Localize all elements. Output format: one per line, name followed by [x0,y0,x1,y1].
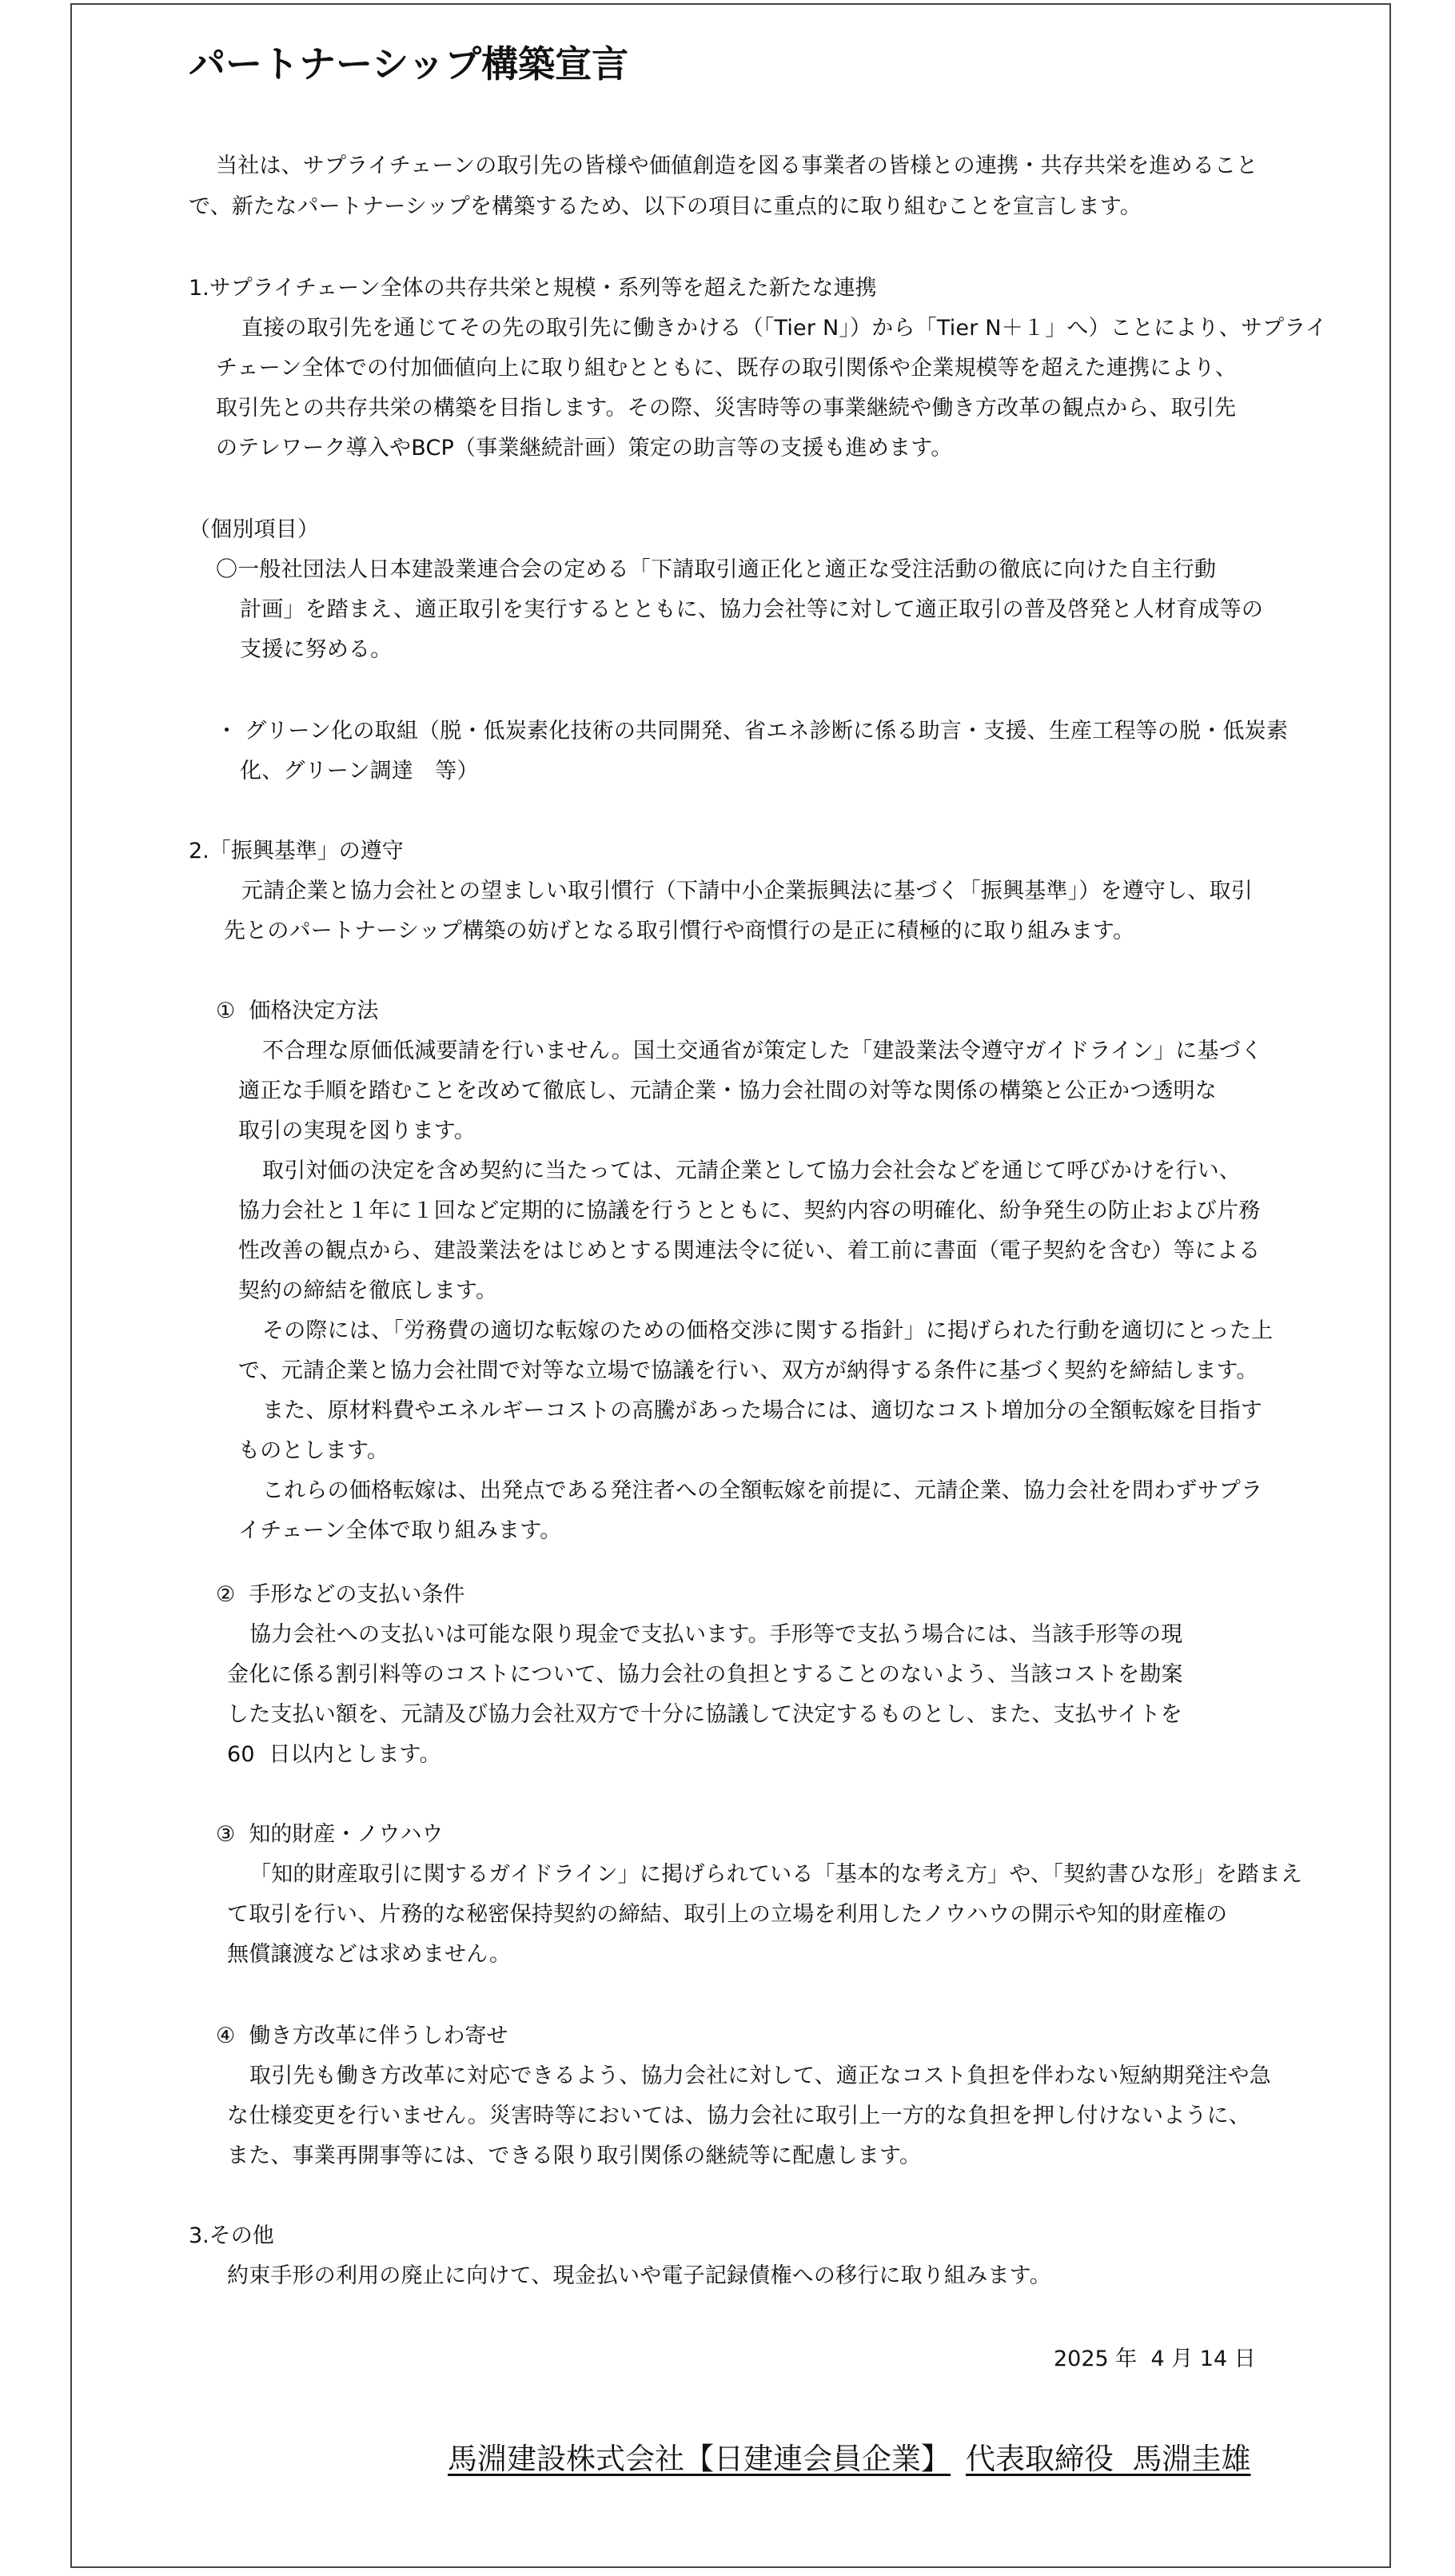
pricing-line: 契約の締結を徹底します。 [238,1278,498,1303]
section-2-heading: 2.「振興基準」の遵守 [189,839,404,863]
subsection-heading-payment: ② 手形などの支払い条件 [216,1582,465,1607]
payment-line: 60 日以内とします。 [227,1742,441,1767]
ip-line: 無償譲渡などは求めません。 [227,1942,512,1967]
pricing-line: で、元請企業と協力会社間で対等な立場で協議を行い、双方が納得する条件に基づく契約を締結します。 [238,1358,1258,1383]
pricing-line: 不合理な原価低減要請を行いません。国土交通省が策定した「建設業法令遵守ガイドライン」に基づく [262,1039,1263,1063]
section-1-heading: 1.サプライチェーン全体の共存共栄と規模・系列等を超えた新たな連携 [189,276,877,301]
section-3-heading: 3.その他 [189,2223,274,2248]
individual-item-line: 計画」を踏まえ、適正取引を実行するとともに、協力会社等に対して適正取引の普及啓発と人材育成等の [240,597,1264,622]
individual-item-line: 支援に努める。 [240,637,393,662]
pricing-line: 取引の実現を図ります。 [238,1119,476,1143]
pricing-line: これらの価格転嫁は、出発点である発注者への全額転嫁を前提に、元請企業、協力会社を問わずサプラ [262,1478,1263,1503]
pricing-line: ものとします。 [238,1438,389,1463]
workstyle-line: な仕様変更を行いません。災害時等においては、協力会社に取引上一方的な負担を押し付けないように、 [227,2103,1251,2128]
declaration-date: 2025 年 4 月 14 日 [1054,2347,1256,2371]
payment-line: した支払い額を、元請及び協力会社双方で十分に協議して決定するものとし、また、支払サイトを [227,1702,1182,1727]
section-2-line: 先とのパートナーシップ構築の妨げとなる取引慣行や商慣行の是正に積極的に取り組みます。 [224,919,1135,943]
subsection-heading-pricing: ① 価格決定方法 [216,999,379,1023]
section-1-line: 直接の取引先を通じてその先の取引先に働きかける（「Tier N」）から「Tier N＋１」へ）ことにより、サプライ [241,316,1327,341]
section-1-line: チェーン全体での付加価値向上に取り組むとともに、既存の取引関係や企業規模等を超えた連携により、 [216,356,1238,381]
ip-line: 「知的財産取引に関するガイドライン」に掲げられている「基本的な考え方」や、「契約書ひな形」を踏まえ [249,1862,1303,1887]
individual-items-label: （個別項目） [189,517,320,542]
section-1-line: 取引先との共存共栄の構築を目指します。その際、災害時等の事業継続や働き方改革の観点から、取引先 [216,396,1237,421]
intro-line: で、新たなパートナーシップを構築するため、以下の項目に重点的に取り組むことを宣言します。 [189,194,1142,219]
workstyle-line: 取引先も働き方改革に対応できるよう、協力会社に対して、適正なコスト負担を伴わない短納期発注や急 [249,2064,1271,2088]
subsection-heading-ip: ③ 知的財産・ノウハウ [216,1822,444,1847]
individual-item-line: 〇一般社団法人日本建設業連合会の定める「下請取引適正化と適正な受注活動の徹底に向けた自主行動 [216,557,1217,582]
pricing-line: その際には、「労務費の適切な転嫁のための価格交渉に関する指針」に掲げられた行動を適切にとった上 [262,1318,1274,1343]
section-2-line: 元請企業と協力会社との望ましい取引慣行（下請中小企業振興法に基づく「振興基準」）を遵守し、取引 [241,879,1253,903]
ip-line: て取引を行い、片務的な秘密保持契約の締結、取引上の立場を利用したノウハウの開示や知的財産権の [227,1902,1228,1927]
payment-line: 金化に係る割引料等のコストについて、協力会社の負担とすることのないよう、当該コストを勘案 [227,1662,1183,1687]
pricing-line: イチェーン全体で取り組みます。 [238,1518,562,1543]
page-title: パートナーシップ構築宣言 [189,42,629,86]
pricing-line: また、原材料費やエネルギーコストの高騰があった場合には、適切なコスト増加分の全額転嫁を目指す [262,1398,1262,1423]
subsection-heading-workstyle: ④ 働き方改革に伴うしわ寄せ [216,2024,508,2048]
payment-line: 協力会社への支払いは可能な限り現金で支払います。手形等で支払う場合には、当該手形等の現 [249,1622,1183,1647]
pricing-line: 取引対価の決定を含め契約に当たっては、元請企業として協力会社会などを通じて呼びかけを行い、 [262,1158,1241,1183]
company-name: 馬淵建設株式会社【日建連会員企業】 [448,2442,951,2476]
section-3-line: 約束手形の利用の廃止に向けて、現金払いや電子記録債権への移行に取り組みます。 [227,2263,1051,2288]
workstyle-line: また、事業再開事等には、できる限り取引関係の継続等に配慮します。 [227,2143,922,2168]
individual-item-line: ・ グリーン化の取組（脱・低炭素化技術の共同開発、省エネ診断に係る助言・支援、生産工程等の脱・低炭素 [216,719,1289,744]
pricing-line: 性改善の観点から、建設業法をはじめとする関連法令に従い、着工前に書面（電子契約を含む）等による [238,1238,1261,1263]
pricing-line: 協力会社と１年に１回など定期的に協議を行うとともに、契約内容の明確化、紛争発生の防止および片務 [238,1198,1261,1223]
representative-name: 代表取締役 馬淵圭雄 [966,2442,1251,2476]
pricing-line: 適正な手順を踏むことを改めて徹底し、元請企業・協力会社間の対等な関係の構築と公正かつ透明な [238,1079,1217,1103]
section-1-line: のテレワーク導入やBCP（事業継続計画）策定の助言等の支援も進めます。 [216,436,953,461]
intro-line: 当社は、サプライチェーンの取引先の皆様や価値創造を図る事業者の皆様との連携・共存共栄を進めること [216,154,1258,178]
individual-item-line: 化、グリーン調達 等） [240,759,479,784]
